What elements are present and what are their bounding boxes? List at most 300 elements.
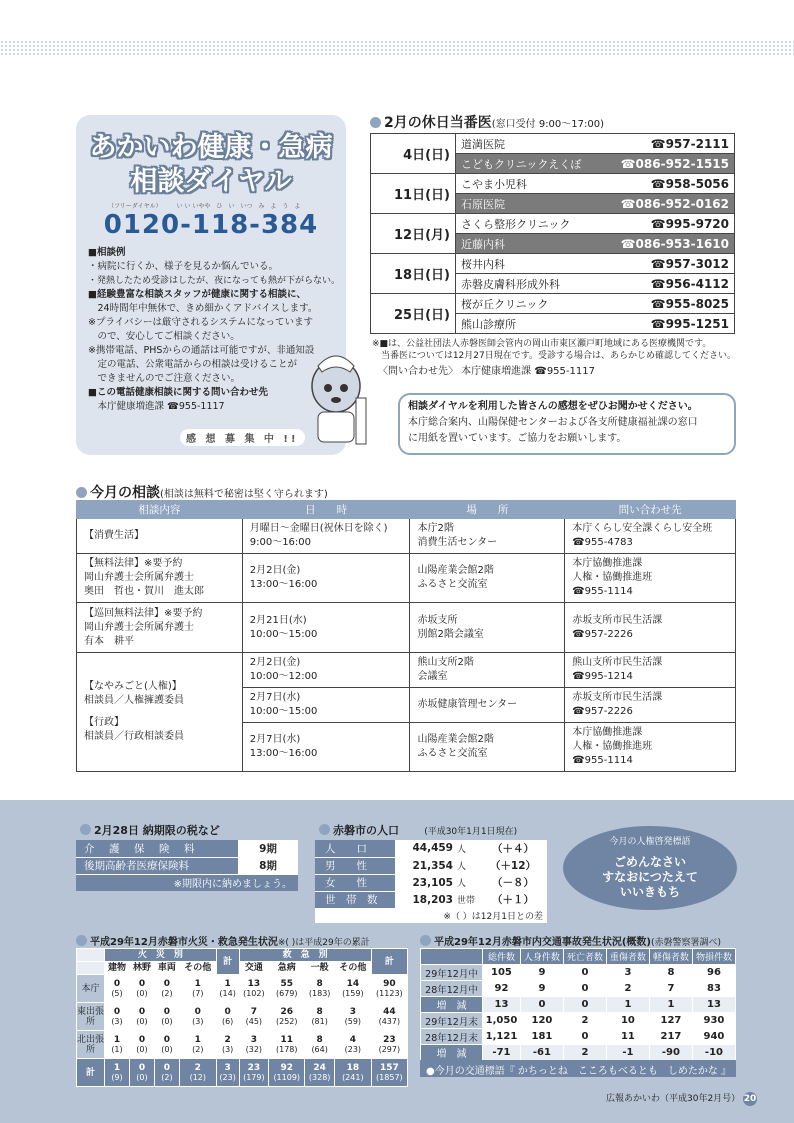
fire-cumulative: (3)	[111, 1016, 123, 1026]
table-row	[421, 1013, 736, 1029]
consult-date: 2月7日(水)	[249, 692, 301, 703]
fire-cumulative: (59)	[344, 1016, 362, 1026]
consult-place: 本庁2階	[417, 523, 454, 534]
fire-cell	[334, 975, 371, 1003]
tax-note: ※期限内に納めましょう。	[76, 875, 298, 891]
bubble-line-2: 本庁総合案内、山陽保健センターおよび各支所健康福祉課の窓口	[408, 417, 698, 428]
fire-value: 26	[280, 1006, 294, 1017]
fire-value: 1	[194, 978, 201, 989]
clinic-name: 赤磐皮膚科形成外科	[456, 274, 602, 294]
dial-tel: 0120-118-384	[103, 210, 319, 240]
consult-place: 赤坂支所	[417, 614, 458, 626]
consult-type: 有本 耕平	[84, 635, 134, 647]
fire-cumulative: (12)	[189, 1072, 206, 1082]
fire-cell	[334, 1059, 371, 1087]
fire-value: 23	[383, 1034, 396, 1045]
consult-type: 【なやみごと(人権)】	[84, 681, 182, 692]
clinic-phone: ☎956-4112	[602, 274, 735, 294]
consult-contact: 本庁くらし安全課くらし安全班	[572, 523, 713, 534]
fire-value: 1	[194, 1034, 201, 1045]
consult-type: 【無料法律】※要予約	[84, 558, 183, 569]
clinic-phone: ☎086-952-1515	[602, 154, 735, 174]
fire-cumulative: (0)	[161, 1016, 173, 1026]
population-box	[315, 820, 547, 920]
traffic-cell: 28年12月末	[421, 1029, 483, 1045]
bubble-line-3: に用紙を置いています。ご協力をお願いします。	[408, 433, 627, 444]
fire-subheader: 一般	[305, 962, 335, 975]
dial-ruby: （フリーダイヤル） い い いやや ひ い いつ み よ う よ	[108, 203, 301, 210]
rights-line: すなおにつたえて	[602, 870, 698, 884]
traffic-header: 人身件数	[520, 949, 563, 965]
fire-cell	[154, 1003, 179, 1031]
holiday-title: 2月の休日当番医	[384, 115, 492, 131]
fire-value: 13	[247, 978, 261, 989]
fire-cell	[334, 1003, 371, 1031]
traffic-cell: 13	[692, 997, 735, 1013]
dial-title-2: 相談ダイヤル	[130, 166, 292, 197]
fire-cell	[216, 1031, 239, 1059]
fire-cumulative: (0)	[136, 1044, 148, 1054]
fire-value: 90	[383, 978, 396, 989]
traffic-cell: 181	[520, 1029, 563, 1045]
rights-title: 今月の人権啓発標語	[609, 837, 691, 847]
clinic-name: こやま小児科	[456, 174, 602, 194]
traffic-cell: 8	[649, 965, 692, 981]
traffic-cell: 96	[692, 965, 735, 981]
fire-value: 8	[316, 1006, 323, 1017]
dial-ex-2: ・発熱したため受診はしたが、夜になっても熱が下がらない。	[88, 276, 341, 286]
bullet-icon	[76, 487, 87, 498]
clinic-phone: ☎995-1251	[602, 314, 735, 334]
pop-cell: 人	[453, 874, 479, 891]
traffic-title: 平成29年12月赤磐市内交通事故発生状況(概数)	[434, 937, 651, 948]
fire-cell	[216, 1003, 239, 1031]
traffic-heading	[420, 933, 721, 948]
fire-value: 18	[346, 1062, 360, 1073]
fire-cell	[371, 1031, 407, 1059]
fire-value: 0	[194, 1006, 201, 1017]
feedback-bubble	[398, 393, 736, 455]
traffic-header: 軽傷者数	[649, 949, 692, 965]
fire-cumulative: (179)	[243, 1072, 265, 1082]
consult-time: 13:00～16:00	[249, 579, 318, 590]
feedback-badge: 感 想 募 集 中 !!	[180, 429, 305, 446]
consult-type: 岡山弁護士会所属弁護士	[84, 621, 194, 633]
table-row	[371, 294, 735, 314]
traffic-cell: 7	[649, 981, 692, 997]
fire-sub: ※( )は平成29年の累計	[277, 938, 370, 948]
pop-cell: （＋１）	[479, 891, 547, 908]
clinic-phone: ☎958-5056	[602, 174, 735, 194]
traffic-cell: 127	[649, 1013, 692, 1029]
clinic-name: 桜が丘クリニック	[456, 294, 602, 314]
traffic-cell: 13	[483, 997, 521, 1013]
bubble-line-1: 相談ダイヤルを利用した皆さんの感想をぜひお聞かせください。	[408, 401, 698, 412]
footer-text: 広報あかいわ（平成30年2月号）	[606, 1094, 741, 1104]
consult-contact: ☎957-2226	[572, 628, 633, 640]
fire-value: 0	[163, 1034, 171, 1045]
dial-p3c: できませんのでご注意ください。	[88, 373, 241, 384]
fire-cell	[129, 1031, 154, 1059]
table-row	[421, 997, 736, 1013]
consult-contact: ☎955-1114	[572, 586, 633, 597]
fire-header: 救 急 別	[239, 949, 371, 962]
dial-p2b: ので、安心してご相談ください。	[88, 331, 240, 342]
fire-value: 4	[349, 1034, 356, 1045]
dial-p3b: 定の電話、公衆電話からの相談は受けることが	[88, 359, 298, 370]
fire-value: 3	[224, 1062, 231, 1073]
mascot-nurse-illustration	[296, 338, 380, 458]
fire-value: 0	[138, 978, 146, 989]
traffic-header: 死亡者数	[563, 949, 606, 965]
page-number: 20	[743, 1094, 757, 1104]
pop-cell: 人	[453, 840, 479, 857]
fire-cell	[239, 1059, 269, 1087]
fire-cumulative: (1857)	[376, 1072, 403, 1082]
holiday-heading	[370, 112, 604, 132]
traffic-cell: 217	[649, 1029, 692, 1045]
fire-cell	[179, 1059, 216, 1087]
consult-place: 別館2階会議室	[417, 628, 484, 640]
pop-cell: 44,459	[395, 840, 453, 857]
fire-cell	[179, 975, 216, 1003]
consult-contact: 本庁協働推進課	[572, 558, 643, 569]
traffic-cell: 1	[649, 997, 692, 1013]
pop-cell: 世帯	[453, 891, 479, 908]
fire-cell	[154, 1031, 179, 1059]
consult-heading	[76, 482, 328, 502]
fire-cumulative: (2)	[192, 1044, 204, 1054]
fire-cumulative: (252)	[275, 1016, 298, 1026]
consult-time: 10:00～15:00	[249, 706, 318, 717]
pop-cell: 人	[453, 857, 479, 874]
dial-p1: ■経験豊富な相談スタッフが健康に関する相談に、	[88, 289, 306, 300]
bullet-icon	[370, 117, 381, 128]
clinic-phone: ☎995-9720	[602, 214, 735, 234]
table-row	[421, 981, 736, 997]
fire-value: 0	[113, 1006, 121, 1017]
holiday-date: 12日(月)	[371, 214, 456, 254]
footer	[606, 1091, 757, 1106]
fire-cumulative: (23)	[219, 1072, 236, 1082]
traffic-cell: 0	[563, 997, 606, 1013]
consult-contact: 本庁協働推進課	[572, 727, 643, 738]
clinic-phone: ☎955-8025	[602, 294, 735, 314]
clinic-name: 近藤内科	[456, 234, 602, 254]
traffic-cell: 930	[692, 1013, 735, 1029]
table-row	[315, 840, 547, 857]
table-row	[77, 554, 736, 603]
consult-contact: ☎955-4783	[572, 537, 633, 548]
consult-time: 10:00～15:00	[249, 628, 318, 640]
dial-title-1: あかいわ健康・急病	[89, 132, 333, 163]
pop-cell: 18,203	[395, 891, 453, 908]
pop-title: 赤磐市の人口	[333, 824, 399, 837]
fire-value: 1	[224, 978, 231, 989]
holiday-date: 25日(日)	[371, 294, 456, 334]
dial-p1b: 24時間年中無休で、きめ細かくアドバイスします。	[88, 303, 318, 314]
traffic-cell: 83	[692, 981, 735, 997]
holiday-note-2: 当番医については12月27日現在です。受診する場合は、あらかじめ確認してください。	[372, 351, 737, 361]
fire-cumulative: (297)	[378, 1044, 401, 1054]
fire-cumulative: (32)	[245, 1044, 263, 1054]
fire-row-label: 北出張所	[77, 1031, 105, 1059]
fire-cell	[129, 1059, 154, 1087]
fire-row-label: 計	[77, 1059, 105, 1087]
fire-value: 157	[379, 1062, 399, 1073]
fire-cumulative: (2)	[161, 1072, 173, 1082]
traffic-cell: 11	[606, 1029, 649, 1045]
consult-contact: 人権・協働推進班	[572, 741, 653, 752]
fire-cell	[105, 1031, 130, 1059]
fire-cell	[305, 1031, 335, 1059]
table-row	[76, 857, 298, 874]
fire-cell	[305, 975, 335, 1003]
traffic-cell: 1,050	[483, 1013, 521, 1029]
fire-cell	[105, 975, 130, 1003]
pop-cell: （＋12）	[479, 857, 547, 874]
fire-cumulative: (14)	[219, 988, 236, 998]
fire-value: 2	[224, 1034, 231, 1045]
consult-contact: ☎995-1214	[572, 671, 633, 682]
fire-cumulative: (178)	[275, 1044, 298, 1054]
tax-table	[76, 840, 298, 875]
fire-cell	[371, 1003, 407, 1031]
traffic-cell: 29年12月末	[421, 1013, 483, 1029]
fire-cell	[154, 1059, 179, 1087]
traffic-cell: 1,121	[483, 1029, 521, 1045]
pop-cell: （＋４）	[479, 840, 547, 857]
fire-cell	[269, 1003, 305, 1031]
fire-value: 44	[383, 1006, 396, 1017]
table-row	[77, 1003, 408, 1031]
consult-date: 2月2日(金)	[249, 657, 301, 668]
fire-cumulative: (0)	[136, 1072, 148, 1082]
clinic-name: こどもクリニックえくぼ	[456, 154, 602, 174]
bullet-icon	[76, 935, 87, 946]
dial-ex-1: ・病院に行くか、様子を見るか悩んでいる。	[88, 261, 279, 272]
fire-value: 3	[250, 1034, 257, 1045]
consult-place: 山陽産業会館2階	[417, 565, 494, 576]
pop-cell: 世 帯 数	[315, 891, 395, 908]
consult-time: 9:00～16:00	[249, 537, 312, 548]
fire-cell	[179, 1031, 216, 1059]
fire-subheader: 急病	[269, 962, 305, 975]
bullet-icon	[420, 935, 431, 946]
consult-time: 13:00～16:00	[249, 748, 318, 759]
holiday-date: 11日(日)	[371, 174, 456, 214]
fire-header: 火 災 別	[105, 949, 217, 962]
table-row	[371, 174, 735, 194]
clinic-phone: ☎957-3012	[602, 254, 735, 274]
dial-ex-head: ■相談例	[88, 247, 126, 258]
fire-heading	[76, 933, 370, 948]
traffic-table	[420, 948, 736, 1061]
fire-value: 8	[316, 1034, 323, 1045]
consult-place: ふるさと交流室	[417, 748, 488, 759]
fire-value: 23	[247, 1062, 261, 1073]
tax-box	[76, 820, 298, 888]
consult-place: 消費生活センター	[417, 537, 498, 548]
fire-cumulative: (7)	[192, 988, 204, 998]
fire-table	[76, 948, 408, 1087]
traffic-cell: 増 減	[421, 997, 483, 1013]
fire-cell	[305, 1003, 335, 1031]
traffic-cell: 0	[563, 965, 606, 981]
clinic-name: さくら整形クリニック	[456, 214, 602, 234]
table-row	[77, 1059, 408, 1087]
tax-item: 後期高齢者医療保険料	[76, 857, 238, 874]
table-row	[421, 1045, 736, 1061]
traffic-cell: 10	[606, 1013, 649, 1029]
traffic-cell: -10	[692, 1045, 735, 1061]
fire-value: 3	[349, 1006, 356, 1017]
fire-subheader: 車両	[154, 962, 179, 975]
consult-header: 場 所	[410, 501, 565, 519]
consult-place: 熊山支所2階	[417, 657, 474, 668]
fire-cumulative: (0)	[136, 988, 148, 998]
fire-cumulative: (437)	[378, 1016, 401, 1026]
dial-p3: ※携帯電話、PHSからの通話は可能ですが、非通知設	[88, 345, 315, 356]
fire-cumulative: (241)	[342, 1072, 364, 1082]
consult-type: 相談員／行政相談委員	[84, 731, 184, 742]
consult-type: 【巡回無料法律】※要予約	[84, 607, 203, 619]
traffic-header: 重傷者数	[606, 949, 649, 965]
consult-type: 【消費生活】	[84, 530, 144, 541]
traffic-cell: 29年12月中	[421, 965, 483, 981]
pop-date: (平成30年1月1日現在)	[424, 827, 518, 837]
consult-header: 日 時	[242, 501, 410, 519]
consult-contact: ☎957-2226	[572, 706, 633, 717]
fire-cell	[239, 975, 269, 1003]
traffic-slogan: ●今月の交通標語『 かちっとね こころもべるとも しめたかな 』	[420, 1060, 736, 1077]
pop-note: ※（ ）は12月1日との差	[315, 909, 547, 923]
clinic-name: 桜井内科	[456, 254, 602, 274]
consult-place: 赤坂健康管理センター	[417, 699, 518, 710]
fire-value: 2	[194, 1062, 201, 1073]
consult-sub: (相談は無料で秘密は堅く守られます)	[160, 489, 328, 500]
traffic-cell: 120	[520, 1013, 563, 1029]
traffic-cell: -61	[520, 1045, 563, 1061]
fire-cell	[371, 975, 407, 1003]
fire-value: 55	[280, 978, 294, 989]
traffic-header: 総件数	[483, 949, 521, 965]
fire-cell	[239, 1003, 269, 1031]
tax-item: 介 護 保 険 料	[76, 840, 238, 857]
traffic-cell: -71	[483, 1045, 521, 1061]
fire-cumulative: (64)	[311, 1044, 328, 1054]
fire-cumulative: (1)	[111, 1044, 123, 1054]
fire-cell	[105, 1059, 130, 1087]
consult-type: 相談員／人権擁護委員	[84, 695, 184, 706]
table-row	[77, 975, 408, 1003]
consult-table	[76, 500, 736, 772]
traffic-cell: -1	[606, 1045, 649, 1061]
table-row	[371, 134, 735, 154]
holiday-contact: 〈問い合わせ先〉 本庁健康増進課 ☎955-1117	[378, 366, 595, 377]
fire-value: 0	[138, 1062, 146, 1073]
traffic-cell: 1	[606, 997, 649, 1013]
fire-cell	[269, 975, 305, 1003]
fire-value: 0	[163, 1006, 171, 1017]
consult-type: 【行政】	[84, 717, 124, 728]
fire-value: 11	[280, 1034, 294, 1045]
fire-value: 24	[313, 1062, 326, 1073]
consult-date: 2月2日(金)	[249, 565, 301, 576]
table-row	[371, 214, 735, 234]
traffic-header	[421, 949, 483, 965]
fire-cumulative: (0)	[136, 1016, 148, 1026]
dial-p4: ■この電話健康相談に関する問い合わせ先	[88, 387, 268, 398]
fire-value: 14	[346, 978, 360, 989]
pop-cell: 男 性	[315, 857, 395, 874]
tax-period: 8期	[238, 857, 298, 874]
consult-type: 岡山弁護士会所属弁護士	[84, 572, 194, 583]
fire-cumulative: (183)	[308, 988, 331, 998]
fire-cell	[179, 1003, 216, 1031]
rights-slogan-oval	[563, 826, 737, 910]
traffic-header: 物損件数	[692, 949, 735, 965]
table-row	[77, 603, 736, 653]
fire-cumulative: (102)	[243, 988, 265, 998]
consult-header: 相談内容	[77, 501, 243, 519]
pop-cell: 女 性	[315, 874, 395, 891]
pop-cell: 23,105	[395, 874, 453, 891]
pop-cell: （－８）	[479, 874, 547, 891]
holiday-date: 18日(日)	[371, 254, 456, 294]
fire-value: 0	[138, 1034, 146, 1045]
fire-cell	[216, 1059, 239, 1087]
fire-cell	[129, 975, 154, 1003]
fire-cumulative: (159)	[342, 988, 364, 998]
fire-cumulative: (1109)	[273, 1072, 301, 1082]
fire-cell	[216, 975, 239, 1003]
clinic-phone: ☎086-953-1610	[602, 234, 735, 254]
consult-place: 山陽産業会館2階	[417, 734, 494, 745]
fire-cell	[269, 1031, 305, 1059]
consult-place: ふるさと交流室	[417, 579, 488, 590]
fire-cell	[239, 1031, 269, 1059]
tax-period: 9期	[238, 840, 298, 857]
fire-cumulative: (81)	[311, 1016, 328, 1026]
traffic-cell: 0	[563, 981, 606, 997]
fire-cumulative: (6)	[221, 1016, 234, 1026]
traffic-cell: 940	[692, 1029, 735, 1045]
table-row	[77, 519, 736, 554]
dial-p2: ※プライバシーは厳守されるシステムになっています	[88, 317, 314, 328]
holiday-date: 4日(日)	[371, 134, 456, 174]
consult-contact: 赤坂支所市民生活課	[572, 614, 663, 626]
fire-subheader: 林野	[129, 962, 154, 975]
fire-value: 0	[163, 1062, 171, 1073]
bullet-icon	[319, 824, 330, 835]
fire-cumulative: (1123)	[376, 988, 403, 998]
fire-value: 7	[250, 1006, 257, 1017]
fire-value: 92	[280, 1062, 294, 1073]
fire-cumulative: (0)	[161, 1044, 173, 1054]
fire-cumulative: (23)	[344, 1044, 362, 1054]
traffic-cell: 2	[563, 1045, 606, 1061]
fire-cumulative: (5)	[111, 988, 123, 998]
traffic-cell: 2	[563, 1013, 606, 1029]
table-row	[315, 874, 547, 891]
fire-cumulative: (679)	[275, 988, 298, 998]
pop-cell: 人 口	[315, 840, 395, 857]
bullet-icon	[80, 824, 91, 835]
fire-subheader: 建物	[105, 962, 130, 975]
clinic-name: 熊山診療所	[456, 314, 602, 334]
fire-cumulative: (2)	[161, 988, 173, 998]
